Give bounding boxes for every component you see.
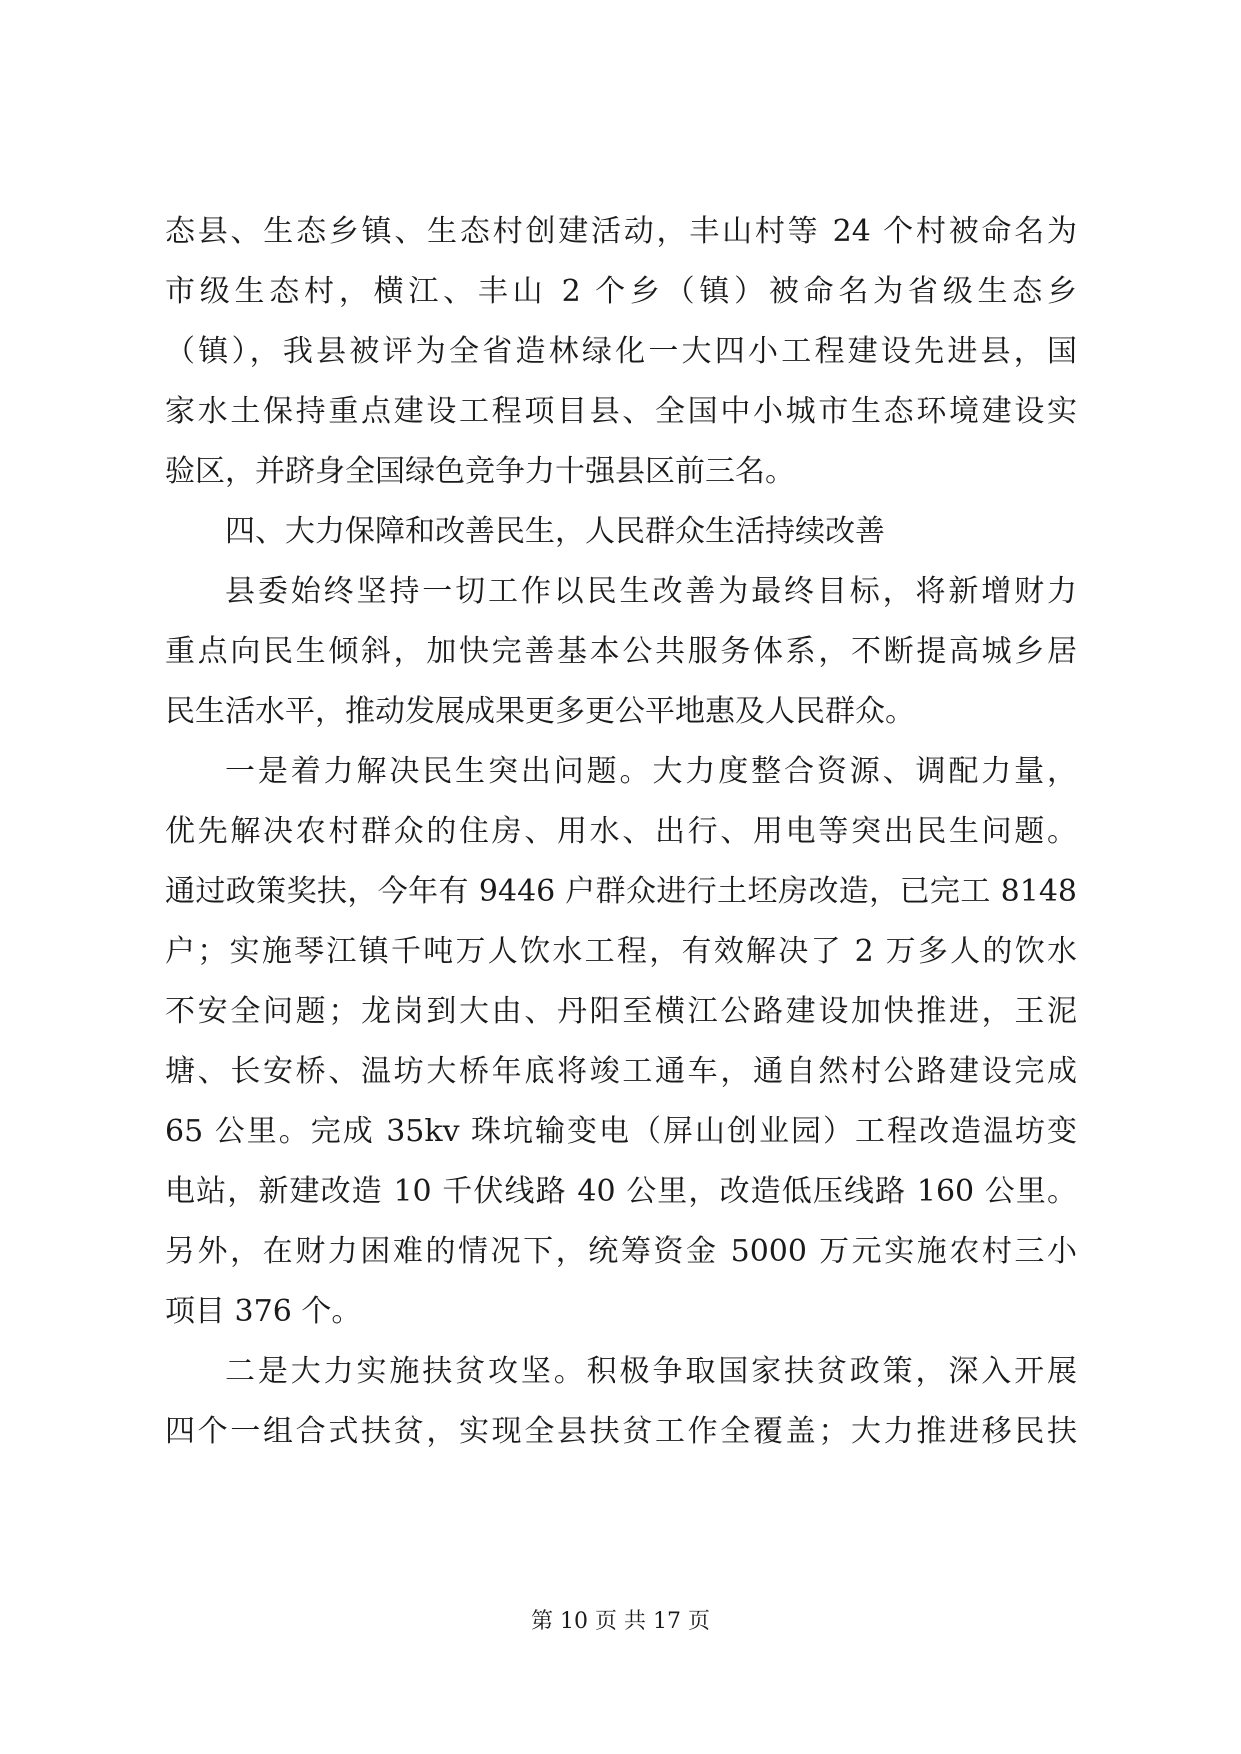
text-line: 户；实施琴江镇千吨万人饮水工程，有效解决了 2 万多人的饮水 <box>165 934 1077 969</box>
text-line: 不安全问题；龙岗到大由、丹阳至横江公路建设加快推进，王泥 <box>165 994 1077 1029</box>
text-line: 二是大力实施扶贫攻坚。积极争取国家扶贫政策，深入开展 <box>225 1354 1077 1389</box>
text-line: 民生活水平，推动发展成果更多更公平地惠及人民群众。 <box>165 694 915 729</box>
text-line: 另外，在财力困难的情况下，统筹资金 5000 万元实施农村三小 <box>165 1234 1077 1269</box>
text-line: 优先解决农村群众的住房、用水、出行、用电等突出民生问题。 <box>165 814 1077 849</box>
text-line: （镇），我县被评为全省造林绿化一大四小工程建设先进县，国 <box>165 334 1077 369</box>
text-line: 项目 376 个。 <box>165 1294 362 1329</box>
page-footer: 第 10 页 共 17 页 <box>531 1609 710 1634</box>
text-line: 一是着力解决民生突出问题。大力度整合资源、调配力量， <box>225 754 1077 789</box>
text-line: 通过政策奖扶，今年有 9446 户群众进行土坯房改造，已完工 8148 <box>165 874 1077 909</box>
text-line: 重点向民生倾斜，加快完善基本公共服务体系，不断提高城乡居 <box>165 634 1077 669</box>
text-line: 县委始终坚持一切工作以民生改善为最终目标，将新增财力 <box>225 574 1077 609</box>
text-line: 四个一组合式扶贫，实现全县扶贫工作全覆盖；大力推进移民扶 <box>165 1414 1077 1449</box>
text-line: 65 公里。完成 35kv 珠坑输变电（屏山创业园）工程改造温坊变 <box>165 1114 1077 1149</box>
text-line: 塘、长安桥、温坊大桥年底将竣工通车，通自然村公路建设完成 <box>165 1054 1077 1089</box>
section-heading: 四、大力保障和改善民生，人民群众生活持续改善 <box>225 514 885 549</box>
text-line: 验区，并跻身全国绿色竞争力十强县区前三名。 <box>165 454 795 489</box>
text-line: 家水土保持重点建设工程项目县、全国中小城市生态环境建设实 <box>165 394 1077 429</box>
text-line: 市级生态村，横江、丰山 2 个乡（镇）被命名为省级生态乡 <box>165 274 1077 309</box>
text-line: 态县、生态乡镇、生态村创建活动，丰山村等 24 个村被命名为 <box>165 214 1077 249</box>
text-line: 电站，新建改造 10 千伏线路 40 公里，改造低压线路 160 公里。 <box>165 1174 1077 1209</box>
